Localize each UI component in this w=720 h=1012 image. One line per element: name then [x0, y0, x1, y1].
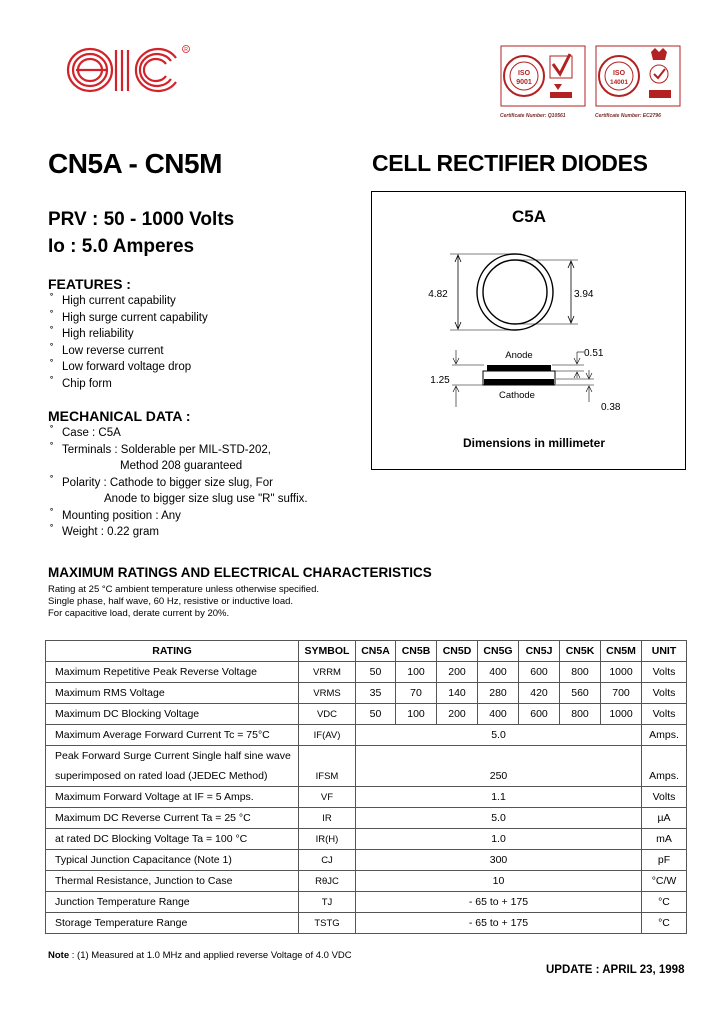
anode-label: Anode: [505, 350, 533, 361]
rating-label: Storage Temperature Range: [46, 913, 299, 934]
cathode-label: Cathode: [499, 390, 535, 401]
rating-value: - 65 to + 175: [356, 913, 642, 934]
table-row: [46, 871, 687, 892]
rating-label: Maximum Repetitive Peak Reverse Voltage: [46, 662, 299, 683]
rating-label: Typical Junction Capacitance (Note 1): [46, 850, 299, 871]
empty-cell: [299, 746, 356, 767]
table-row: [46, 829, 687, 850]
rating-value: 400: [478, 662, 519, 683]
rating-unit: Amps.: [642, 725, 687, 746]
col-header: CN5A: [356, 641, 396, 662]
rating-value: 800: [560, 662, 601, 683]
mech-weight: ˚ Weight : 0.22 gram: [48, 524, 308, 541]
rating-value: 100: [396, 662, 437, 683]
feature-item: ˚ High surge current capability: [48, 310, 208, 327]
dim-height: 1.25: [430, 375, 450, 386]
ratings-heading: MAXIMUM RATINGS AND ELECTRICAL CHARACTERISTICS: [48, 565, 432, 580]
rating-symbol: VDC: [299, 704, 356, 725]
rating-value: 280: [478, 683, 519, 704]
rating-symbol: IFSM: [299, 766, 356, 787]
rating-symbol: IR(H): [299, 829, 356, 850]
rating-symbol: IF(AV): [299, 725, 356, 746]
rating-unit: Amps.: [642, 766, 687, 787]
rating-label: Junction Temperature Range: [46, 892, 299, 913]
col-header: CN5M: [601, 641, 642, 662]
rating-unit: Volts: [642, 787, 687, 808]
part-range-title: CN5A - CN5M: [48, 148, 222, 179]
rating-conditions: [48, 584, 319, 620]
rating-value: 250: [356, 766, 642, 787]
cert1-caption: Certificate Number: Q10561: [500, 113, 566, 119]
product-type-title: CELL RECTIFIER DIODES: [372, 150, 648, 176]
eic-logo: [64, 44, 192, 96]
rating-value: 200: [437, 704, 478, 725]
col-header: CN5J: [519, 641, 560, 662]
table-row: [46, 746, 687, 767]
rating-value: 400: [478, 704, 519, 725]
rating-unit: pF: [642, 850, 687, 871]
col-header: SYMBOL: [299, 641, 356, 662]
table-row: [46, 808, 687, 829]
rating-value: 70: [396, 683, 437, 704]
rating-value: 1.0: [356, 829, 642, 850]
rating-symbol: TSTG: [299, 913, 356, 934]
mechanical-list: [48, 425, 308, 541]
rating-symbol: VRMS: [299, 683, 356, 704]
rating-symbol: TJ: [299, 892, 356, 913]
dim-top-slug: 0.51: [584, 348, 604, 359]
rating-value: 5.0: [356, 808, 642, 829]
rating-value: 1000: [601, 704, 642, 725]
rating-unit: °C/W: [642, 871, 687, 892]
ratings-summary: [48, 206, 234, 260]
rating-unit: Volts: [642, 683, 687, 704]
table-row: [46, 704, 687, 725]
dim-bottom-slug: 0.38: [601, 402, 621, 413]
table-row: [46, 787, 687, 808]
rating-label: Peak Forward Surge Current Single half sine wave: [46, 746, 299, 767]
features-heading: FEATURES :: [48, 276, 131, 292]
feature-item: ˚ Chip form: [48, 376, 208, 393]
io-spec: Io : 5.0 Amperes: [48, 236, 195, 257]
iso9001-certification-mark: [500, 44, 586, 120]
table-row: [46, 850, 687, 871]
mech-polarity-cont: Anode to bigger size slug use "R" suffix.: [104, 493, 308, 505]
rating-unit: µA: [642, 808, 687, 829]
table-row: [46, 725, 687, 746]
col-header: UNIT: [642, 641, 687, 662]
rating-label: Maximum Average Forward Current Tc = 75°C: [46, 725, 299, 746]
rating-value: - 65 to + 175: [356, 892, 642, 913]
rating-symbol: RθJC: [299, 871, 356, 892]
rating-unit: Volts: [642, 662, 687, 683]
rating-value: 50: [356, 704, 396, 725]
package-diagram-box: [371, 191, 686, 470]
iso14001-certification-mark: [595, 44, 685, 120]
update-date: UPDATE : APRIL 23, 1998: [546, 964, 685, 976]
rating-symbol: VRRM: [299, 662, 356, 683]
rating-label: Thermal Resistance, Junction to Case: [46, 871, 299, 892]
rating-value: 800: [560, 704, 601, 725]
rating-value: 10: [356, 871, 642, 892]
feature-item: ˚ High reliability: [48, 326, 208, 343]
rating-note: For capacitive load, derate current by 20%.: [48, 608, 230, 619]
svg-text:14001: 14001: [609, 79, 629, 86]
rating-value: 420: [519, 683, 560, 704]
mech-case: ˚ Case : C5A: [48, 425, 308, 442]
rating-unit: °C: [642, 913, 687, 934]
table-row: [46, 683, 687, 704]
col-header: RATING: [46, 641, 299, 662]
rating-unit: Volts: [642, 704, 687, 725]
dimensions-caption: Dimensions in millimeter: [462, 436, 606, 450]
rating-value: 700: [601, 683, 642, 704]
rating-symbol: VF: [299, 787, 356, 808]
rating-note: Rating at 25 °C ambient temperature unless otherwise specified.: [48, 584, 319, 595]
ratings-table: [45, 640, 687, 934]
cert2-caption: Certificate Number: EC2796: [595, 113, 661, 119]
rating-label: superimposed on rated load (JEDEC Method): [46, 766, 299, 787]
dim-inner-diameter: 3.94: [574, 289, 594, 300]
rating-unit: mA: [642, 829, 687, 850]
rating-value: 1000: [601, 662, 642, 683]
rating-label: Maximum RMS Voltage: [46, 683, 299, 704]
table-header-row: [46, 641, 687, 662]
mech-terminals: ˚ Terminals : Solderable per MIL-STD-202,: [48, 442, 308, 459]
svg-text:9001: 9001: [516, 79, 532, 86]
rating-unit: °C: [642, 892, 687, 913]
col-header: CN5G: [478, 641, 519, 662]
note-label: Note: [48, 950, 70, 961]
features-list: [48, 293, 208, 392]
rating-value: 1.1: [356, 787, 642, 808]
col-header: CN5D: [437, 641, 478, 662]
svg-text:ISO: ISO: [612, 70, 626, 77]
rating-value: 600: [519, 662, 560, 683]
feature-item: ˚ High current capability: [48, 293, 208, 310]
rating-label: Maximum DC Blocking Voltage: [46, 704, 299, 725]
rating-value: 35: [356, 683, 396, 704]
rating-value: 600: [519, 704, 560, 725]
mechanical-heading: MECHANICAL DATA :: [48, 408, 191, 424]
rating-value: 560: [560, 683, 601, 704]
rating-label: Maximum Forward Voltage at IF = 5 Amps.: [46, 787, 299, 808]
rating-label: Maximum DC Reverse Current Ta = 25 °C: [46, 808, 299, 829]
rating-value: 300: [356, 850, 642, 871]
mech-terminals-cont: Method 208 guaranteed: [120, 460, 243, 472]
prv-spec: PRV : 50 - 1000 Volts: [48, 209, 235, 230]
empty-cell: [642, 746, 687, 767]
mech-mounting: ˚ Mounting position : Any: [48, 508, 308, 525]
dim-outer-diameter: 4.82: [428, 289, 448, 300]
feature-item: ˚ Low forward voltage drop: [48, 359, 208, 376]
rating-value: 100: [396, 704, 437, 725]
col-header: CN5B: [396, 641, 437, 662]
col-header: CN5K: [560, 641, 601, 662]
table-row: [46, 892, 687, 913]
footnote: [48, 950, 352, 961]
table-row: [46, 766, 687, 787]
mech-polarity: ˚ Polarity : Cathode to bigger size slug, For: [48, 475, 308, 492]
rating-symbol: IR: [299, 808, 356, 829]
rating-value: 200: [437, 662, 478, 683]
rating-note: Single phase, half wave, 60 Hz, resistive or inductive load.: [48, 596, 294, 607]
svg-text:R: R: [184, 47, 188, 53]
table-row: [46, 662, 687, 683]
empty-cell: [356, 746, 642, 767]
rating-value: 5.0: [356, 725, 642, 746]
rating-value: 140: [437, 683, 478, 704]
package-name: C5A: [511, 207, 547, 226]
rating-value: 50: [356, 662, 396, 683]
note-text: : (1) Measured at 1.0 MHz and applied reverse Voltage of 4.0 VDC: [69, 950, 352, 961]
top-view-drawing: [450, 254, 578, 330]
rating-label: at rated DC Blocking Voltage Ta = 100 °C: [46, 829, 299, 850]
feature-item: ˚ Low reverse current: [48, 343, 208, 360]
svg-text:ISO: ISO: [517, 70, 531, 77]
rating-symbol: CJ: [299, 850, 356, 871]
table-row: [46, 913, 687, 934]
